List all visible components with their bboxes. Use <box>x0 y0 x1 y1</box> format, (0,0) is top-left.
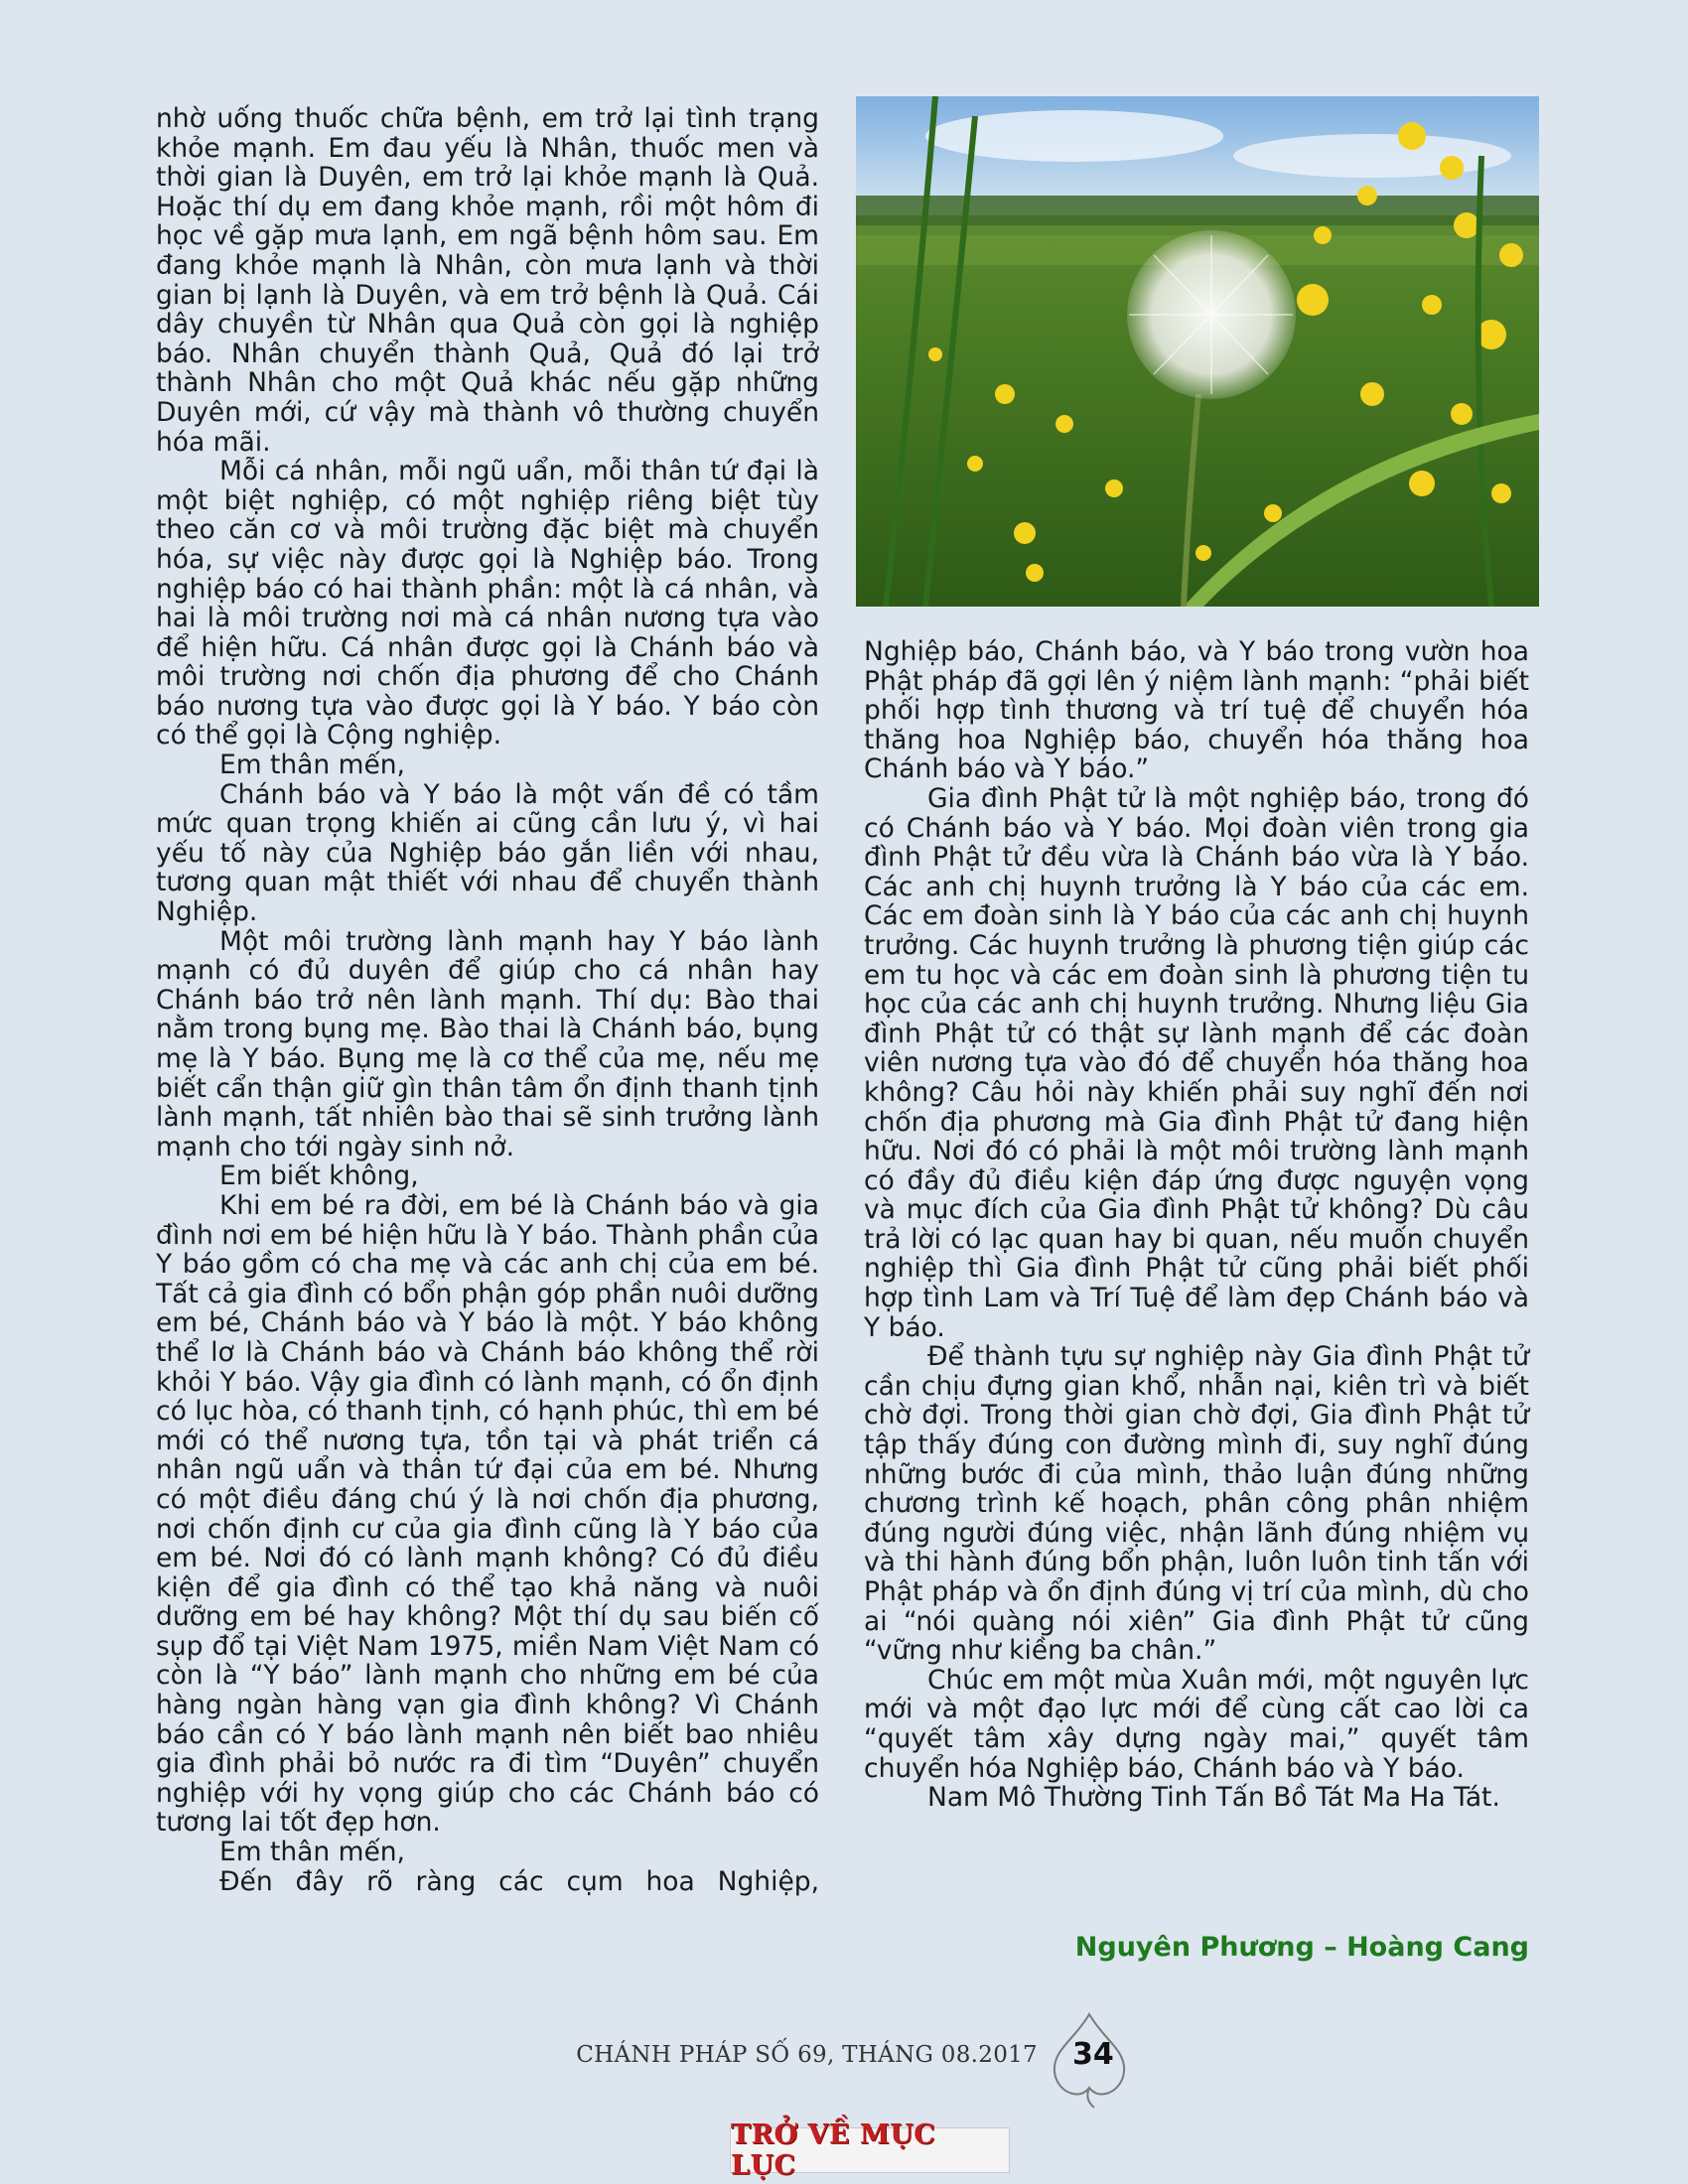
paragraph: Mỗi cá nhân, mỗi ngũ uẩn, mỗi thân tứ đại là một biệt nghiệp, có một nghiệp riêng biệt tùy theo căn cơ và môi trường đặc biệt mà chuyển hóa, sự việc này được gọi là Nghiệp báo. Trong nghiệp báo có hai thành phần: một là cá nhân, và hai là môi trường nơi mà cá nhân nương tựa vào để hiện hữu. Cá nhân được gọi là Chánh báo và môi trường nơi chốn địa phương để cho Chánh báo nương tựa vào được gọi là Y báo. Y báo còn có thể gọi là Cộng nghiệp. <box>156 456 819 751</box>
paragraph: Đến đây rõ ràng các cụm hoa Nghiệp, <box>219 1865 819 1897</box>
dandelion-meadow-photo <box>856 96 1539 607</box>
paragraph: Chúc em một mùa Xuân mới, một nguyên lực mới và một đạo lực mới để cùng cất cao lời ca “quyết tâm xây dựng ngày mai,” quyết tâm chuyển hóa Nghiệp báo, Chánh báo và Y báo. <box>864 1664 1529 1784</box>
paragraph: Nam Mô Thường Tinh Tấn Bồ Tát Ma Ha Tát. <box>927 1782 1500 1814</box>
publication-footer: CHÁNH PHÁP SỐ 69, THÁNG 08.2017 <box>576 2042 1038 2068</box>
paragraph: Một môi trường lành mạnh hay Y báo lành mạnh có đủ duyên để giúp cho cá nhân hay Chánh báo trở nên lành mạnh. Thí dụ: Bào thai nằm trong bụng mẹ. Bào thai là Chánh báo, bụng mẹ là Y báo. Bụng mẹ là cơ thể của mẹ, nếu mẹ biết cẩn thận giữ gìn thân tâm ổn định thanh tịnh lành mạnh, tất nhiên bào thai sẽ sinh trưởng lành mạnh cho tới ngày sinh nở. <box>156 925 819 1162</box>
paragraph: Gia đình Phật tử là một nghiệp báo, trong đó có Chánh báo và Y báo. Mọi đoàn viên trong gia đình Phật tử đều vừa là Chánh báo vừa là Y báo. Các anh chị huynh trưởng là Y báo của các em. Các em đoàn sinh là Y báo của các anh chị huynh trưởng. Các huynh trưởng là phương tiện giúp các em tu học và các em đoàn sinh là phương tiện tu học của các anh chị huynh trưởng. Nhưng liệu Gia đình Phật tử có thật sự lành mạnh để các đoàn viên nương tựa vào đó để chuyển hóa thăng hoa không? Câu hỏi này khiến phải suy nghĩ đến nơi chốn địa phương mà Gia đình Phật tử đang hiện hữu. Nơi đó có phải là một môi trường lành mạnh có đầy đủ điều kiện đáp ứng được nguyện vọng và mục đích của Gia đình Phật tử không? Dù câu trả lời có lạc quan hay bi quan, nếu muốn chuyển nghiệp thì Gia đình Phật tử cũng phải biết phối hợp tình Lam và Trí Tuệ để làm đẹp Chánh báo và Y báo. <box>864 782 1529 1343</box>
paragraph: Để thành tựu sự nghiệp này Gia đình Phật tử cần chịu đựng gian khổ, nhẫn nại, kiên trì và biết chờ đợi. Trong thời gian chờ đợi, Gia đình Phật tử tập thấy đúng con đường mình đi, suy nghĩ đúng những bước đi của mình, thảo luận đúng những chương trình kế hoạch, phân công phân nhiệm đúng người đúng việc, nhận lãnh đúng nhiệm vụ và thi hành đúng bổn phận, luôn luôn tinh tấn với Phật pháp và ổn định đúng vị trí của mình, dù cho ai “nói quàng nói xiên” Gia đình Phật tử cũng “vững như kiềng ba chân.” <box>864 1341 1529 1667</box>
salutation: Em thân mến, <box>219 750 405 781</box>
salutation: Em thân mến, <box>219 1837 405 1868</box>
paragraph: Nghiệp báo, Chánh báo, và Y báo trong vườn hoa Phật pháp đã gợi lên ý niệm lành mạnh: “phải biết phối hợp tình thương và trí tuệ để chuyển hóa thăng hoa Nghiệp báo, chuyển hóa thăng hoa Chánh báo và Y báo.” <box>864 636 1529 785</box>
author-byline: Nguyên Phương – Hoàng Cang <box>1074 1932 1529 1963</box>
paragraph: Khi em bé ra đời, em bé là Chánh báo và gia đình nơi em bé hiện hữu là Y báo. Thành phần của Y báo gồm có cha mẹ và các anh chị của em bé. Tất cả gia đình có bổn phận góp phần nuôi dưỡng em bé, Chánh báo và Y báo là một. Y báo không thể lơ là Chánh báo và Chánh báo không thể rời khỏi Y báo. Vậy gia đình có lành mạnh, có ổn định có lục hòa, có thanh tịnh, có hạnh phúc, thì em bé mới có thể nương tựa, tồn tại và phát triển cá nhân ngũ uẩn và thân tứ đại của em bé. Nhưng có một điều đáng chú ý là nơi chốn địa phương, nơi chốn định cư của gia đình cũng là Y báo của em bé. Nơi đó có lành mạnh không? Có đủ điều kiện để gia đình có thể tạo khả năng và nuôi dưỡng em bé hay không? Một thí dụ sau biến cố sụp đổ tại Việt Nam 1975, miền Nam Việt Nam có còn là “Y báo” lành mạnh cho những em bé của hàng ngàn hàng vạn gia đình không? Vì Chánh báo cần có Y báo lành mạnh nên biết bao nhiêu gia đình phải bỏ nước ra đi tìm “Duyên” chuyển nghiệp với hy vọng giúp cho các Chánh báo có tương lai tốt đẹp hơn. <box>156 1189 820 1839</box>
page-number: 34 <box>1072 2037 1114 2072</box>
article-right-column <box>864 637 1529 1813</box>
paragraph: Chánh báo và Y báo là một vấn đề có tầm mức quan trọng khiến ai cũng cần lưu ý, vì hai yếu tố này của Nghiệp báo gắn liền với nhau, tương quan mật thiết với nhau để chuyển thành Nghiệp. <box>156 778 819 928</box>
article-left-column <box>156 104 819 1896</box>
paragraph: nhờ uống thuốc chữa bệnh, em trở lại tình trạng khỏe mạnh. Em đau yếu là Nhân, thuốc men và thời gian là Duyên, em trở lại khỏe mạnh là Quả. Hoặc thí dụ em đang khỏe mạnh, rồi một hôm đi học về gặp mưa lạnh, em ngã bệnh hôm sau. Em đang khỏe mạnh là Nhân, còn mưa lạnh và thời gian bị lạnh là Duyên, và em trở bệnh là Quả. Cái dây chuyền từ Nhân qua Quả còn gọi là nghiệp báo. Nhân chuyển thành Quả, Quả đó lại trở thành Nhân cho một Quả khác nếu gặp những Duyên mới, cứ vậy mà thành vô thường chuyển hóa mãi. <box>156 103 819 458</box>
salutation: Em biết không, <box>219 1160 419 1192</box>
back-to-toc-button[interactable]: TRỞ VỀ MỤC LỤC <box>730 2127 1010 2173</box>
